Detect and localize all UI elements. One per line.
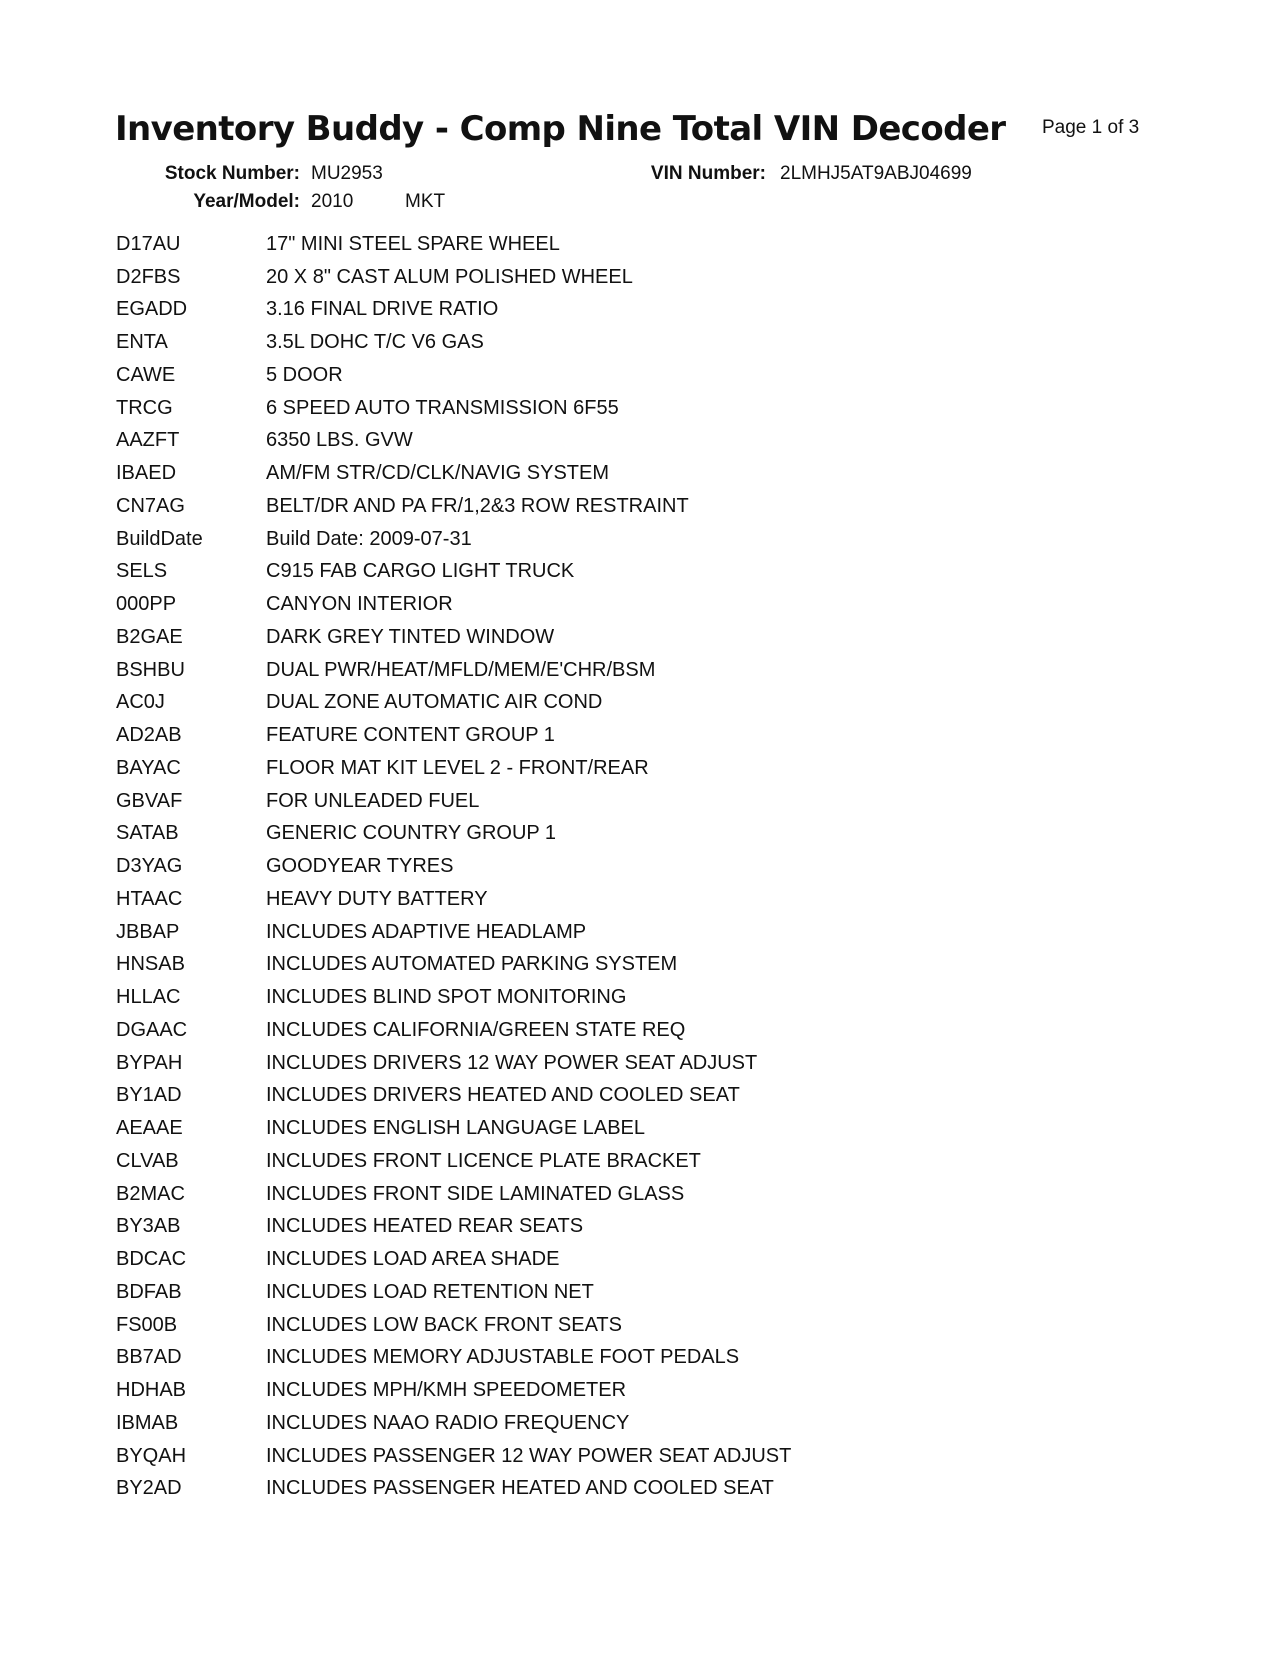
- option-description: Build Date: 2009-07-31: [266, 527, 472, 550]
- option-description: INCLUDES FRONT SIDE LAMINATED GLASS: [266, 1182, 685, 1205]
- option-description: FEATURE CONTENT GROUP 1: [266, 724, 555, 747]
- option-description: BELT/DR AND PA FR/1,2&3 ROW RESTRAINT: [266, 494, 689, 517]
- option-row: [116, 425, 791, 458]
- page-number: Page 1 of 3: [1042, 117, 1140, 138]
- option-code: FS00B: [116, 1313, 178, 1336]
- option-code: BY1AD: [116, 1084, 182, 1107]
- option-description: GENERIC COUNTRY GROUP 1: [266, 822, 557, 845]
- option-description: 6350 LBS. GVW: [266, 429, 413, 452]
- option-code: AEAAE: [116, 1117, 183, 1140]
- option-row: [116, 359, 791, 392]
- page-title: Inventory Buddy - Comp Nine Total VIN Decoder: [115, 109, 1006, 149]
- option-row: [116, 588, 791, 621]
- option-row: [116, 1211, 791, 1244]
- option-code: EGADD: [116, 298, 188, 321]
- option-code: AAZFT: [116, 429, 180, 452]
- option-code: CN7AG: [116, 494, 185, 517]
- option-code: IBMAB: [116, 1411, 179, 1434]
- option-row: [116, 1145, 791, 1178]
- option-row: [116, 1342, 791, 1375]
- option-row: [116, 1440, 791, 1473]
- option-description: 20 X 8" CAST ALUM POLISHED WHEEL: [266, 265, 633, 288]
- option-row: [116, 523, 791, 556]
- option-row: [116, 261, 791, 294]
- option-row: [116, 1080, 791, 1113]
- option-row: [116, 1374, 791, 1407]
- option-description: FOR UNLEADED FUEL: [266, 789, 480, 812]
- option-code: BDCAC: [116, 1248, 187, 1271]
- option-row: [116, 1178, 791, 1211]
- option-description: INCLUDES FRONT LICENCE PLATE BRACKET: [266, 1149, 701, 1172]
- option-code: CAWE: [116, 363, 176, 386]
- option-code: HTAAC: [116, 887, 183, 910]
- option-code: CLVAB: [116, 1149, 179, 1172]
- option-description: INCLUDES LOW BACK FRONT SEATS: [266, 1313, 622, 1336]
- option-description: 3.16 FINAL DRIVE RATIO: [266, 298, 499, 321]
- stock-number-value: MU2953: [311, 163, 383, 184]
- option-code: SELS: [116, 560, 168, 583]
- option-code: BY2AD: [116, 1477, 182, 1500]
- year-value: 2010: [311, 191, 354, 212]
- option-row: [116, 392, 791, 425]
- option-description: 6 SPEED AUTO TRANSMISSION 6F55: [266, 396, 619, 419]
- option-code: D3YAG: [116, 855, 183, 878]
- option-description: 5 DOOR: [266, 363, 343, 386]
- option-description: INCLUDES ENGLISH LANGUAGE LABEL: [266, 1117, 646, 1140]
- option-code: GBVAF: [116, 789, 183, 812]
- option-description: INCLUDES LOAD RETENTION NET: [266, 1280, 594, 1303]
- option-code: BAYAC: [116, 756, 181, 779]
- option-row: [116, 785, 791, 818]
- option-description: INCLUDES DRIVERS HEATED AND COOLED SEAT: [266, 1084, 740, 1107]
- option-description: CANYON INTERIOR: [266, 593, 453, 616]
- vin-number-label: VIN Number:: [650, 163, 766, 184]
- option-description: HEAVY DUTY BATTERY: [266, 887, 488, 910]
- model-value: MKT: [405, 191, 446, 212]
- year-model-label: Year/Model:: [193, 191, 300, 212]
- option-row: [116, 490, 791, 523]
- option-row: [116, 687, 791, 720]
- option-row: [116, 1112, 791, 1145]
- option-row: [116, 1014, 791, 1047]
- option-row: [116, 1473, 791, 1506]
- option-description: INCLUDES ADAPTIVE HEADLAMP: [266, 920, 587, 943]
- option-row: [116, 949, 791, 982]
- option-description: INCLUDES MEMORY ADJUSTABLE FOOT PEDALS: [266, 1346, 740, 1369]
- option-description: INCLUDES AUTOMATED PARKING SYSTEM: [266, 953, 678, 976]
- option-code: D2FBS: [116, 265, 181, 288]
- option-row: [116, 294, 791, 327]
- option-row: [116, 228, 791, 261]
- option-description: INCLUDES PASSENGER 12 WAY POWER SEAT ADJUST: [266, 1444, 792, 1467]
- option-row: [116, 1047, 791, 1080]
- option-row: [116, 1243, 791, 1276]
- option-code: SATAB: [116, 822, 179, 845]
- option-code: BY3AB: [116, 1215, 181, 1238]
- option-row: [116, 719, 791, 752]
- option-row: [116, 654, 791, 687]
- option-description: GOODYEAR TYRES: [266, 855, 454, 878]
- option-row: [116, 457, 791, 490]
- option-description: INCLUDES BLIND SPOT MONITORING: [266, 986, 627, 1009]
- option-row: [116, 556, 791, 589]
- option-description: INCLUDES MPH/KMH SPEEDOMETER: [266, 1379, 627, 1402]
- option-row: [116, 1276, 791, 1309]
- option-row: [116, 981, 791, 1014]
- option-row: [116, 326, 791, 359]
- option-row: [116, 621, 791, 654]
- option-row: [116, 916, 791, 949]
- option-row: [116, 850, 791, 883]
- option-description: INCLUDES LOAD AREA SHADE: [266, 1248, 560, 1271]
- option-code: BB7AD: [116, 1346, 182, 1369]
- option-row: [116, 883, 791, 916]
- option-code: JBBAP: [116, 920, 180, 943]
- option-description: INCLUDES PASSENGER HEATED AND COOLED SEAT: [266, 1477, 774, 1500]
- option-code: B2GAE: [116, 625, 183, 648]
- option-description: INCLUDES HEATED REAR SEATS: [266, 1215, 584, 1238]
- option-description: 3.5L DOHC T/C V6 GAS: [266, 331, 484, 354]
- option-code: TRCG: [116, 396, 173, 419]
- option-code: BYPAH: [116, 1051, 183, 1074]
- option-row: [116, 752, 791, 785]
- option-code: HDHAB: [116, 1379, 187, 1402]
- option-code: BSHBU: [116, 658, 185, 681]
- option-code: AC0J: [116, 691, 165, 714]
- option-description: C915 FAB CARGO LIGHT TRUCK: [266, 560, 575, 583]
- option-code: D17AU: [116, 232, 181, 255]
- option-description: INCLUDES NAAO RADIO FREQUENCY: [266, 1411, 630, 1434]
- option-code: BDFAB: [116, 1280, 182, 1303]
- vin-number-value: 2LMHJ5AT9ABJ04699: [780, 163, 972, 184]
- option-description: DUAL ZONE AUTOMATIC AIR COND: [266, 691, 603, 714]
- option-code: B2MAC: [116, 1182, 185, 1205]
- option-row: [116, 1309, 791, 1342]
- option-code: DGAAC: [116, 1018, 188, 1041]
- option-code: AD2AB: [116, 724, 182, 747]
- option-code: BuildDate: [116, 527, 203, 550]
- option-description: INCLUDES DRIVERS 12 WAY POWER SEAT ADJUST: [266, 1051, 758, 1074]
- option-code: IBAED: [116, 462, 177, 485]
- option-description: 17" MINI STEEL SPARE WHEEL: [266, 232, 560, 255]
- option-code: 000PP: [116, 593, 177, 616]
- option-description: INCLUDES CALIFORNIA/GREEN STATE REQ: [266, 1018, 686, 1041]
- stock-number-label: Stock Number:: [164, 163, 300, 184]
- option-code: HLLAC: [116, 986, 181, 1009]
- option-code: ENTA: [116, 331, 168, 354]
- option-code: HNSAB: [116, 953, 185, 976]
- option-row: [116, 1407, 791, 1440]
- option-description: DUAL PWR/HEAT/MFLD/MEM/E'CHR/BSM: [266, 658, 656, 681]
- option-row: [116, 818, 791, 851]
- option-description: FLOOR MAT KIT LEVEL 2 - FRONT/REAR: [266, 756, 649, 779]
- option-code-list: [116, 228, 791, 1505]
- option-description: AM/FM STR/CD/CLK/NAVIG SYSTEM: [266, 462, 609, 485]
- option-code: BYQAH: [116, 1444, 187, 1467]
- option-description: DARK GREY TINTED WINDOW: [266, 625, 555, 648]
